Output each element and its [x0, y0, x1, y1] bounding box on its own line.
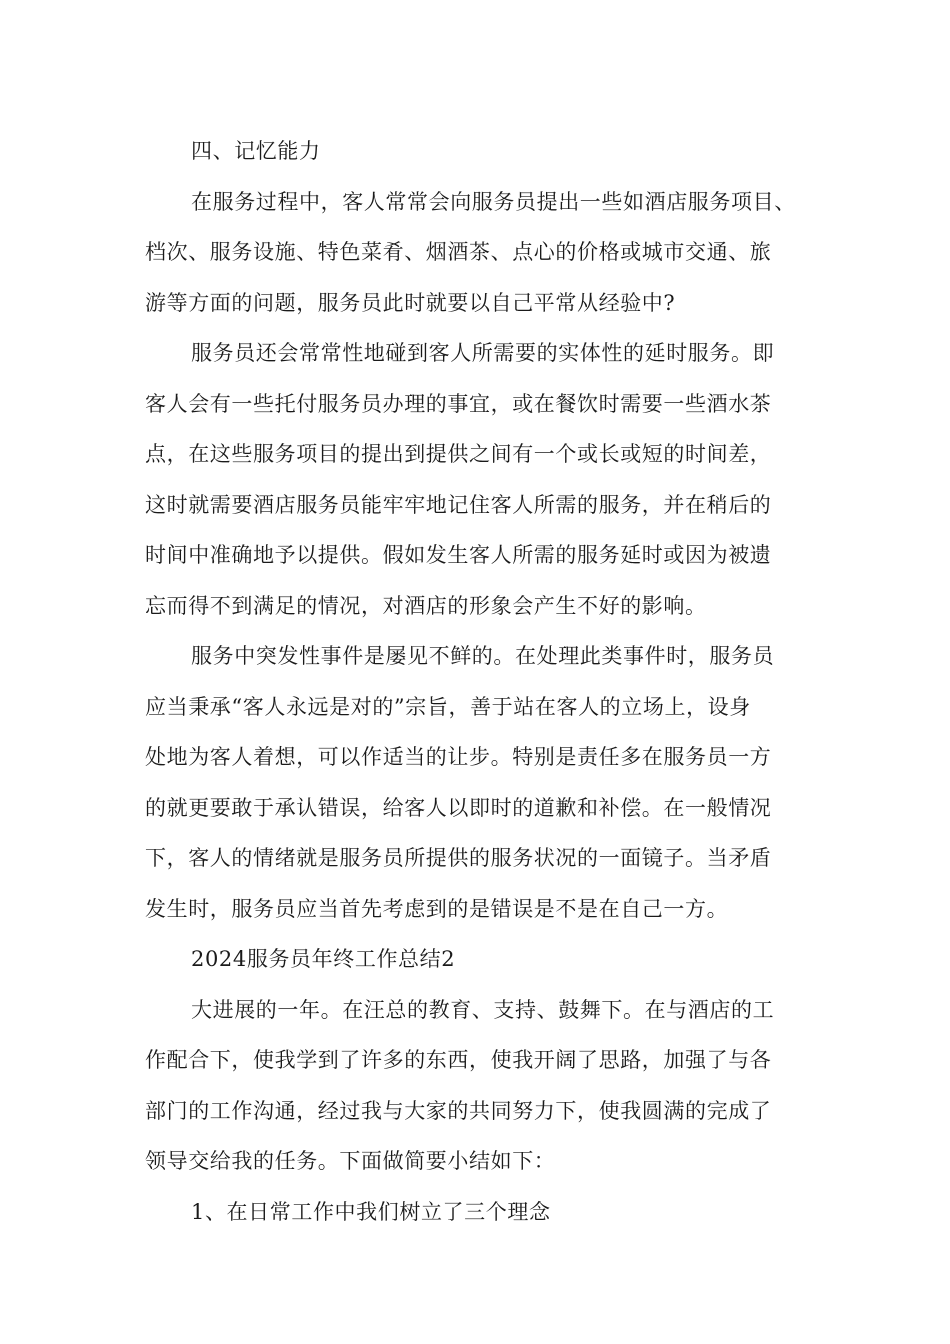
paragraph-line: 应当秉承“客人永远是对的”宗旨，善于站在客人的立场上，设身 — [145, 694, 751, 719]
paragraph-line: 的就更要敢于承认错误，给客人以即时的道歉和补偿。在一般情况 — [145, 795, 772, 820]
paragraph-line: 忘而得不到满足的情况，对酒店的形象会产生不好的影响。 — [145, 593, 707, 618]
paragraph-line: 部门的工作沟通，经过我与大家的共同努力下，使我圆满的完成了 — [145, 1098, 772, 1123]
paragraph-line: 游等方面的问题，服务员此时就要以自己平常从经验中? — [145, 290, 676, 315]
paragraph-line: 点，在这些服务项目的提出到提供之间有一个或长或短的时间差， — [145, 442, 772, 466]
paragraph-line: 大进展的一年。在汪总的教育、支持、鼓舞下。在与酒店的工 — [191, 997, 775, 1022]
paragraph-line: 下，客人的情绪就是服务员所提供的服务状况的一面镜子。当矛盾 — [145, 846, 772, 870]
paragraph-line: 服务员还会常常性地碰到客人所需要的实体性的延时服务。即 — [191, 341, 775, 365]
section-title-summary: 2024服务员年终工作总结2 — [191, 947, 456, 971]
paragraph-line: 服务中突发性事件是屡见不鲜的。在处理此类事件时，服务员 — [191, 644, 775, 668]
paragraph-line: 发生时，服务员应当首先考虑到的是错误是不是在自己一方。 — [145, 896, 729, 921]
paragraph-line: 档次、服务设施、特色菜肴、烟酒茶、点心的价格或城市交通、旅 — [145, 240, 772, 264]
paragraph-line: 在服务过程中，客人常常会向服务员提出一些如酒店服务项目、 — [191, 189, 796, 214]
paragraph-line: 领导交给我的任务。下面做简要小结如下： — [145, 1149, 556, 1173]
paragraph-line: 这时就需要酒店服务员能牢牢地记住客人所需的服务，并在稍后的 — [145, 492, 772, 517]
paragraph-line: 客人会有一些托付服务员办理的事宜，或在餐饮时需要一些酒水茶 — [145, 391, 772, 416]
list-item-heading: 1、在日常工作中我们树立了三个理念 — [191, 1199, 551, 1224]
section-heading-memory: 四、记忆能力 — [191, 139, 321, 163]
paragraph-line: 作配合下，使我学到了许多的东西，使我开阔了思路，加强了与各 — [145, 1048, 772, 1072]
paragraph-line: 处地为客人着想，可以作适当的让步。特别是责任多在服务员一方 — [145, 745, 772, 769]
paragraph-line: 时间中准确地予以提供。假如发生客人所需的服务延时或因为被遗 — [145, 543, 772, 567]
